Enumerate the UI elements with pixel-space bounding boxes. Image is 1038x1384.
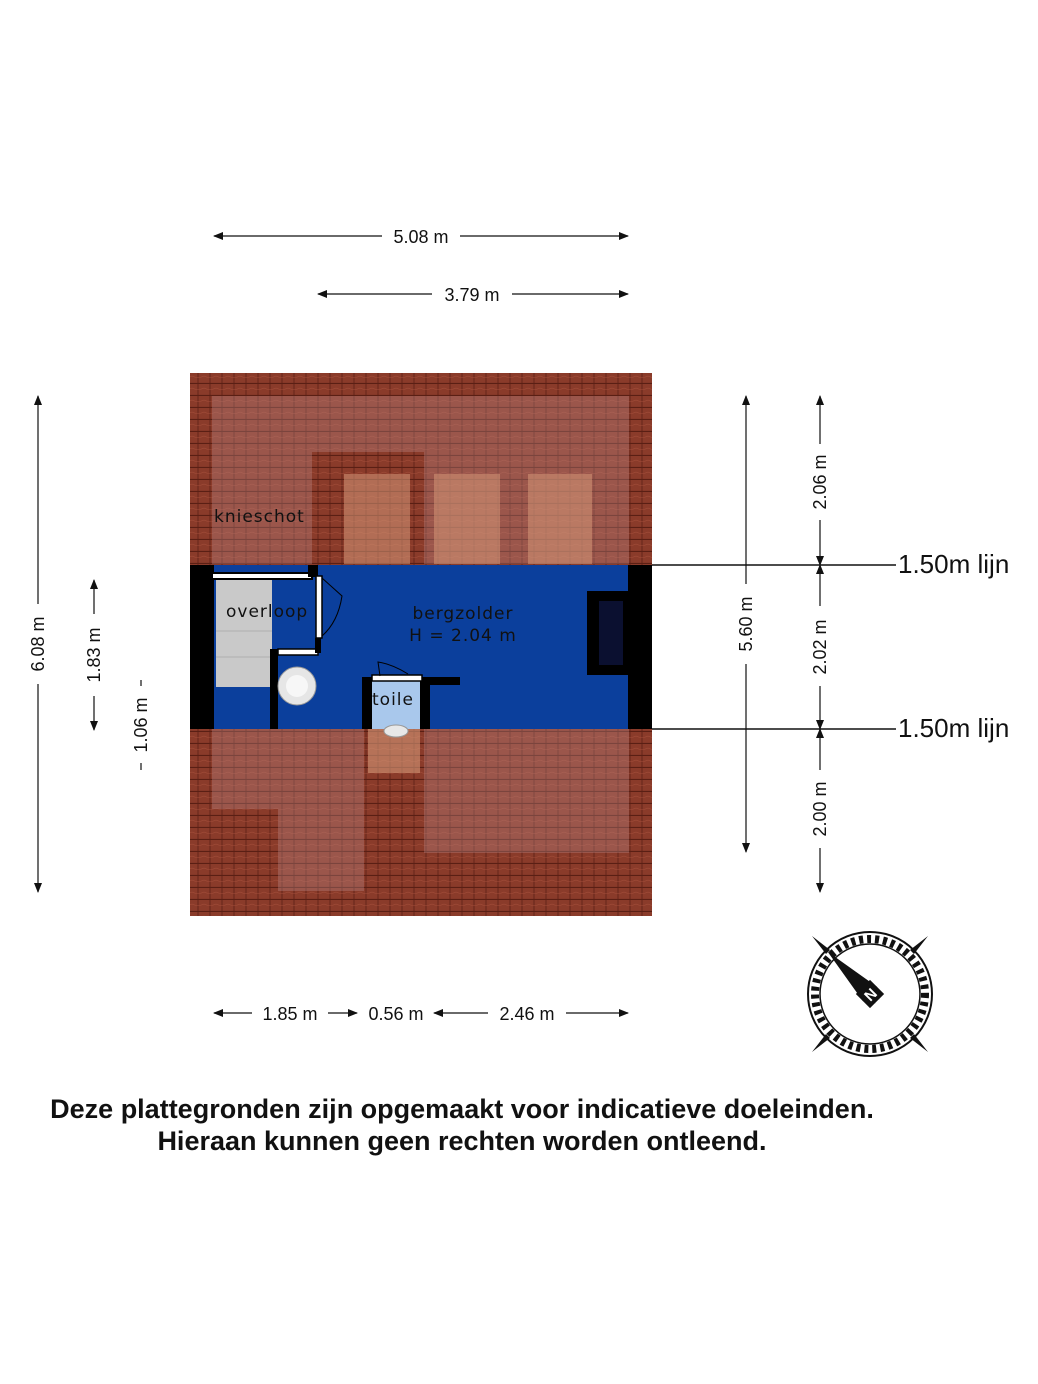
dim-right-bottom: 2.00 m xyxy=(810,781,830,837)
rooms xyxy=(190,565,652,737)
dim-left-overloop-text: 1.83 m xyxy=(84,627,104,683)
roof-upper xyxy=(190,373,652,565)
room-label-bergzolder: bergzolder xyxy=(412,604,514,624)
dimensions-bottom xyxy=(214,1004,628,1024)
roof-lower xyxy=(190,729,652,916)
dim-bottom-2: 0.56 m xyxy=(368,1004,424,1024)
dim-left-height: 1.06 m xyxy=(131,697,151,753)
dim-top-total: 5.08 m xyxy=(393,227,449,247)
dim-bottom-1: 1.85 m xyxy=(262,1004,318,1024)
line-label-upper: 1.50m lijn xyxy=(898,549,1010,579)
dim-right-top: 2.06 m xyxy=(810,454,830,510)
room-label-knieschot: knieschot xyxy=(214,507,305,527)
dim-bottom-3: 2.46 m xyxy=(499,1004,555,1024)
skylight-3 xyxy=(528,474,592,564)
stairs xyxy=(216,579,272,687)
room-label-height: H = 2.04 m xyxy=(409,626,517,646)
height-lines xyxy=(652,549,1009,743)
line-label-lower: 1.50m lijn xyxy=(898,713,1010,743)
dim-right-total: 5.60 m xyxy=(736,596,756,652)
disclaimer-line-1: Deze plattegronden zijn opgemaakt voor indicatieve doeleinden. xyxy=(50,1094,874,1124)
room-label-toilet: toile xyxy=(372,690,414,710)
dim-top-inner: 3.79 m xyxy=(444,285,500,305)
disclaimer-line-2: Hieraan kunnen geen rechten worden ontleend. xyxy=(157,1126,767,1156)
skylight-1 xyxy=(344,474,410,564)
compass-label: N xyxy=(861,985,881,1005)
compass-icon xyxy=(808,932,932,1056)
dim-right-middle: 2.02 m xyxy=(810,619,830,675)
dimensions-left xyxy=(28,396,151,892)
dimensions-top xyxy=(214,227,628,305)
room-label-overloop: overloop xyxy=(226,602,309,622)
dimensions-right xyxy=(736,396,830,892)
dim-left-total: 6.08 m xyxy=(28,616,48,672)
skylight-2 xyxy=(434,474,500,564)
